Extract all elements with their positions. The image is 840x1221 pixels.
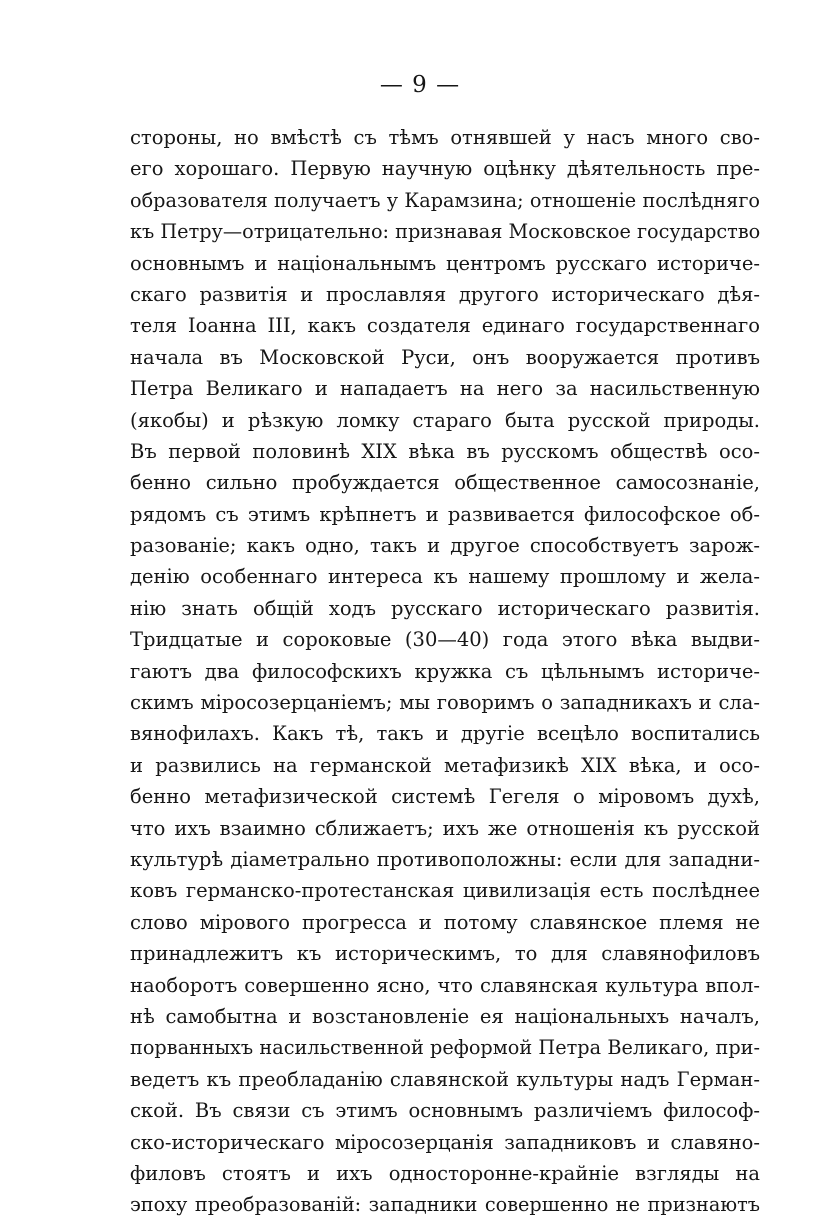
text-line: его хорошаго. Первую научную оцѣнку дѣятельность пре- xyxy=(130,157,760,181)
text-line: слово мірового прогресса и потому славянское племя не xyxy=(130,910,760,934)
text-line: бенно метафизической системѣ Гегеля о міровомъ духѣ, xyxy=(130,785,760,809)
text-line: культурѣ діаметрально противоположны: если для западни- xyxy=(130,847,760,871)
text-line: теля Іоанна III, какъ создателя единаго государственнаго xyxy=(130,314,760,338)
text-line: скимъ міросозерцаніемъ; мы говоримъ о западникахъ и сла- xyxy=(130,691,760,715)
text-line: ской. Въ связи съ этимъ основнымъ различіемъ философ- xyxy=(130,1099,760,1123)
text-line: нѣ самобытна и возстановленіе ея національныхъ началъ, xyxy=(130,1004,760,1028)
text-line: образователя получаетъ у Карамзина; отношеніе послѣдняго xyxy=(130,188,760,212)
text-line: гаютъ два философскихъ кружка съ цѣльнымъ историче- xyxy=(130,659,760,683)
text-line: (якобы) и рѣзкую ломку стараго быта русской природы. xyxy=(130,408,760,432)
text-line: и развились на германской метафизикѣ XIX вѣка, и осо- xyxy=(130,753,760,777)
text-line: стороны, но вмѣстѣ съ тѣмъ отнявшей у насъ много сво- xyxy=(130,126,760,149)
body-text xyxy=(130,122,760,1221)
text-line: ковъ германско-протестанская цивилизація есть послѣднее xyxy=(130,879,760,903)
text-line: Петра Великаго и нападаетъ на него за насильственную xyxy=(130,377,760,401)
text-line: эпоху преобразованій: западники совершенно не признаютъ xyxy=(130,1193,760,1217)
text-line: филовъ стоятъ и ихъ односторонне-крайніе взгляды на xyxy=(130,1161,760,1185)
text-line: Тридцатые и сороковые (30—40) года этого вѣка выдви- xyxy=(130,628,760,652)
text-line: рядомъ съ этимъ крѣпнетъ и развивается философское об- xyxy=(130,502,760,526)
text-line: разованіе; какъ одно, такъ и другое способствуетъ зарож- xyxy=(130,534,760,558)
text-line: Въ первой половинѣ XIX вѣка въ русскомъ обществѣ осо- xyxy=(130,439,760,463)
text-line: начала въ Московской Руси, онъ вооружается противъ xyxy=(130,345,760,369)
text-line: къ Петру—отрицательно: признавая Московское государство xyxy=(130,220,761,244)
text-line: что ихъ взаимно сближаетъ; ихъ же отношенія къ русской xyxy=(130,816,760,840)
text-line: основнымъ и національнымъ центромъ русскаго историче- xyxy=(130,251,760,275)
text-line: наоборотъ совершенно ясно, что славянская культура впол- xyxy=(130,973,760,997)
text-line: принадлежитъ къ историческимъ, то для славянофиловъ xyxy=(130,942,760,966)
text-line: нію знать общій ходъ русскаго историческаго развитія. xyxy=(130,596,760,620)
text-line: вянофилахъ. Какъ тѣ, такъ и другіе всецѣло воспитались xyxy=(130,722,760,746)
text-line: денію особеннаго интереса къ нашему прошлому и жела- xyxy=(130,565,760,589)
text-line: скаго развитія и прославляя другого историческаго дѣя- xyxy=(130,282,760,306)
page-number: — 9 — xyxy=(379,72,461,98)
text-line: ско-историческаго міросозерцанія западниковъ и славяно- xyxy=(130,1130,760,1154)
text-line: порванныхъ насильственной реформой Петра Великаго, при- xyxy=(130,1036,760,1060)
text-line: бенно сильно пробуждается общественное самосознаніе, xyxy=(130,471,760,495)
text-line: ведетъ къ преобладанію славянской культуры надъ Герман- xyxy=(130,1067,760,1091)
